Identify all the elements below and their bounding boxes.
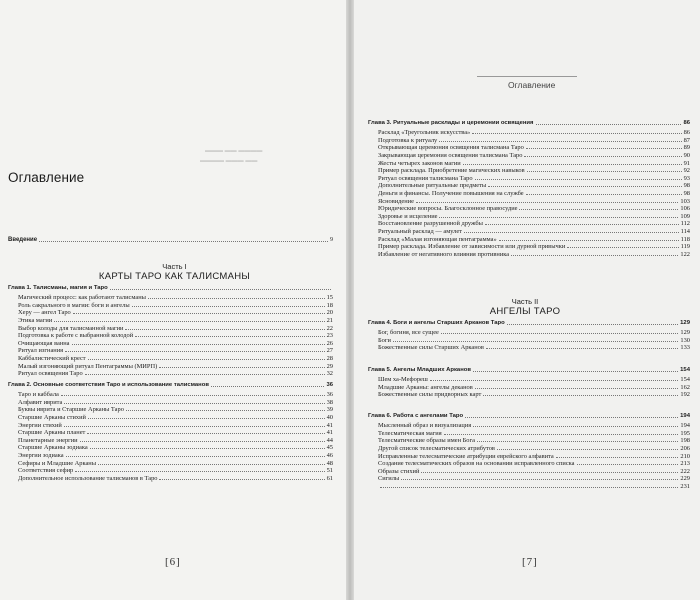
leader-dots [473, 371, 678, 372]
toc-entry[interactable] [368, 205, 690, 213]
toc-entry-page: 26 [326, 339, 333, 347]
toc-entry-title: Образы стихий [378, 467, 420, 475]
toc-entry[interactable] [368, 460, 690, 468]
toc-entry[interactable] [368, 344, 690, 352]
toc-entry-title: Деньги и финансы. Получение повышения на службе [378, 189, 524, 197]
leader-dots [64, 403, 324, 404]
toc-chapter-entry[interactable] [368, 119, 690, 127]
leader-dots [39, 241, 328, 242]
toc-entry[interactable] [8, 309, 333, 317]
toc-entry-title: Выбор колоды для талисманной магии [18, 324, 124, 332]
leader-dots [475, 388, 679, 389]
toc-entry-title: Бог, богиня, все сущее [378, 329, 439, 337]
toc-entry-title: Дополнительное использование талисманов в Таро [18, 474, 158, 482]
toc-entry[interactable] [8, 301, 333, 309]
toc-entry-page: 86 [683, 119, 690, 126]
leader-dots [465, 417, 678, 418]
leader-dots [444, 434, 679, 435]
toc-entry-title: Пример расклада. Приобретение магических навыков [378, 167, 525, 175]
running-head: Оглавление [508, 80, 556, 90]
toc-entry-title: Восстановление разрушенной дружбы [378, 220, 483, 228]
leader-dots [556, 457, 679, 458]
toc-entry-page: 36 [326, 381, 333, 388]
toc-chapter-entry[interactable] [8, 381, 333, 389]
toc-entry-title: Энергии зодиака [18, 451, 64, 459]
toc-entry-page: 41 [326, 429, 333, 437]
toc-entry-page: 93 [683, 174, 690, 182]
toc-entry-page: 46 [326, 451, 333, 459]
leader-dots [88, 359, 325, 360]
toc-chapter-entry[interactable] [8, 284, 333, 292]
toc-entry-title: Ритуал изгнания [18, 347, 64, 355]
toc-entry[interactable] [368, 182, 690, 190]
leader-dots [507, 324, 678, 325]
toc-entry-title: Ритуальный расклад — амулет [378, 227, 462, 235]
leader-dots [464, 232, 679, 233]
toc-chapter-entry[interactable] [368, 412, 690, 420]
toc-entry-page: 18 [326, 301, 333, 309]
toc-entry-page: 222 [680, 467, 690, 475]
toc-entry-page: 41 [326, 421, 333, 429]
toc-entry-page: 15 [326, 294, 333, 302]
part-title: КАРТЫ ТАРО КАК ТАЛИСМАНЫ [98, 271, 251, 282]
toc-entry[interactable] [368, 329, 690, 337]
toc-entry-title: Подготовка к ритуалу [378, 136, 438, 144]
page-number: [6] [165, 556, 181, 568]
toc-entry[interactable] [8, 347, 333, 355]
toc-entry-page: 106 [680, 205, 690, 213]
leader-dots [472, 133, 681, 134]
toc-entry[interactable] [8, 474, 333, 482]
toc-entry-page: 48 [326, 459, 333, 467]
toc-entry-page: 86 [683, 129, 690, 137]
leader-dots [132, 306, 325, 307]
toc-entry[interactable] [368, 482, 690, 490]
toc-entry-title: Старшие Арканы планет [18, 429, 86, 437]
toc-entry-title: Глава 5. Ангелы Младших Арканов [368, 366, 471, 373]
toc-entry-page: 103 [680, 197, 690, 205]
toc-chapter [8, 284, 333, 377]
toc-entry-title: Юридические вопросы. Благосклонное правосудие [378, 205, 518, 213]
toc-entry-page: 154 [680, 366, 690, 373]
leader-dots [441, 333, 679, 334]
toc-entry-page: 21 [326, 316, 333, 324]
toc-entry-page: 38 [326, 398, 333, 406]
leader-dots [88, 418, 325, 419]
toc-entry[interactable] [8, 413, 333, 421]
leader-dots [524, 156, 681, 157]
toc-entry[interactable] [368, 475, 690, 483]
toc-entry[interactable] [8, 451, 333, 459]
toc-entry[interactable] [368, 429, 690, 437]
toc-entry[interactable] [8, 339, 333, 347]
toc-entry[interactable] [8, 444, 333, 452]
leader-dots [473, 426, 678, 427]
toc-entry-page: 195 [680, 429, 690, 437]
toc-chapter-items [368, 376, 690, 399]
toc-entry[interactable] [8, 332, 333, 340]
bleed-through-text: ▬▬▬ ▬▬ ▬▬▬▬ [205, 148, 263, 154]
toc-entry-title: Роль сакрального в магии: боги и ангелы [18, 301, 130, 309]
toc-entry[interactable] [368, 220, 690, 228]
leader-dots [80, 441, 325, 442]
toc-entry-page: 45 [326, 444, 333, 452]
toc-entry-page: 213 [680, 460, 690, 468]
toc-entry-title: Энергии стихий [18, 421, 62, 429]
toc-entry[interactable] [368, 452, 690, 460]
leader-dots [577, 464, 679, 465]
toc-entry[interactable] [368, 136, 690, 144]
leader-dots [519, 209, 678, 210]
toc-entry[interactable] [8, 467, 333, 475]
toc-entry-title: Избавление от негативного влияния противника [378, 250, 510, 258]
leader-dots [380, 487, 678, 488]
leader-dots [497, 449, 678, 450]
toc-entry[interactable] [368, 227, 690, 235]
toc-entry[interactable] [8, 362, 333, 370]
toc-entry-page: 133 [680, 344, 690, 352]
toc-entry-title: Ясновидение [378, 197, 414, 205]
toc-entry-title: Расклад «Треугольник искусства» [378, 129, 471, 137]
leader-dots [159, 479, 324, 480]
toc-entry[interactable] [368, 437, 690, 445]
toc-entry-page: 89 [683, 144, 690, 152]
toc-entry-title: Сигилы [378, 475, 400, 483]
part-number: Часть II [511, 297, 539, 306]
page-title: Оглавление [8, 170, 85, 185]
leader-dots [125, 329, 324, 330]
toc-entry-title: Глава 1. Талисманы, магия и Таро [8, 284, 108, 291]
leader-dots [439, 141, 681, 142]
toc-entry-title: Открывающая церемония освящения талисмана Таро [378, 144, 524, 152]
toc-entry-title: Соответствия сефир [18, 467, 74, 475]
page-number: [7] [522, 556, 538, 568]
toc-entry-page: 122 [680, 250, 690, 258]
toc-entry-title: Таро и каббала [18, 391, 59, 399]
toc-entry-page: 118 [680, 235, 690, 243]
leader-dots [211, 386, 324, 387]
right-page [350, 0, 700, 600]
toc-entry-page: 23 [326, 332, 333, 340]
toc-entry-page: 39 [326, 406, 333, 414]
toc-entry[interactable] [8, 316, 333, 324]
leader-dots [475, 179, 682, 180]
toc-entry-title: Буквы иврита и Старшие Арканы Таро [18, 406, 124, 414]
toc-entry-title: Божественные силы придворных карт [378, 391, 482, 399]
toc-entry[interactable] [8, 398, 333, 406]
toc-entry-page: 130 [680, 336, 690, 344]
leader-dots [90, 448, 325, 449]
toc-entry[interactable] [8, 436, 333, 444]
toc-entry[interactable] [368, 144, 690, 152]
toc-entry[interactable] [368, 174, 690, 182]
toc-entry-page: 36 [326, 391, 333, 399]
toc-entry-title: Ритуал освящения талисмана Таро [378, 174, 473, 182]
bleed-through-text: ▬▬▬▬ ▬▬▬ ▬▬ [200, 158, 258, 164]
leader-dots [488, 186, 681, 187]
toc-chapter-items [368, 329, 690, 352]
toc-entry-page: 90 [683, 151, 690, 159]
leader-dots [401, 479, 678, 480]
toc-entry-page: 87 [683, 136, 690, 144]
toc-entry-title: Ритуал освящения Таро [18, 370, 83, 378]
toc-entry[interactable] [368, 444, 690, 452]
leader-dots [61, 395, 325, 396]
toc-entry-page: 40 [326, 413, 333, 421]
toc-entry-title: Шем ха-Мефореш [378, 376, 428, 384]
part-number: Часть I [162, 262, 187, 271]
toc-entry-title: Создание телесматических образов на основании исправленного списка [378, 460, 575, 468]
toc-entry-page: 51 [326, 467, 333, 475]
leader-dots [66, 456, 325, 457]
toc-chapter [368, 366, 690, 398]
toc-entry-page: 28 [326, 354, 333, 362]
toc-entry[interactable] [368, 422, 690, 430]
toc-entry-page: 231 [680, 482, 690, 490]
leader-dots [511, 255, 678, 256]
toc-chapter-items [8, 391, 333, 482]
toc-entry-page: 91 [683, 159, 690, 167]
leader-dots [499, 240, 679, 241]
toc-entry-title: Телесматическая магия [378, 429, 442, 437]
toc-entry-page: 32 [326, 370, 333, 378]
toc-chapter-items [8, 294, 333, 378]
leader-dots [73, 313, 325, 314]
toc-chapter-entry[interactable] [368, 319, 690, 327]
leader-dots [87, 433, 324, 434]
toc-intro [8, 236, 333, 244]
toc-entry-page: 9 [330, 236, 333, 243]
toc-entry-title: Каббалистический крест [18, 354, 86, 362]
toc-entry-title: Магический процесс: как работают талисманы [18, 294, 146, 302]
toc-entry[interactable] [368, 250, 690, 258]
toc-entry-page: 162 [680, 383, 690, 391]
toc-entry-title: Сефиры и Младшие Арканы [18, 459, 97, 467]
toc-entry[interactable] [8, 459, 333, 467]
toc-entry-page: 198 [680, 437, 690, 445]
toc-entry-page: 129 [680, 319, 690, 326]
toc-entry-title: Расклад «Малая изгоняющая пентаграмма» [378, 235, 497, 243]
toc-entry[interactable] [8, 354, 333, 362]
toc-entry-title: Мысленный образ и визуализация [378, 422, 472, 430]
toc-entry[interactable] [368, 376, 690, 384]
toc-entry-page: 194 [680, 422, 690, 430]
leader-dots [567, 247, 678, 248]
toc-entry-page: 20 [326, 309, 333, 317]
leader-dots [527, 171, 682, 172]
leader-dots [135, 336, 324, 337]
toc-entry-title: Очищающая ванна [18, 339, 70, 347]
toc-entry-page: 29 [326, 362, 333, 370]
leader-dots [430, 380, 679, 381]
toc-chapter [368, 319, 690, 351]
toc-entry[interactable] [368, 159, 690, 167]
toc-entry[interactable] [368, 151, 690, 159]
toc-entry-title: Жесты четырех законов магии [378, 159, 461, 167]
toc-entry-page: 194 [680, 412, 690, 419]
toc-entry[interactable] [8, 236, 333, 244]
leader-dots [416, 202, 678, 203]
toc-entry[interactable] [368, 167, 690, 175]
leader-dots [65, 351, 325, 352]
toc-entry-title: Божественные силы Старших Арканов [378, 344, 484, 352]
toc-entry-page: 192 [680, 391, 690, 399]
leader-dots [463, 164, 682, 165]
toc-entry[interactable] [8, 294, 333, 302]
leader-dots [393, 341, 679, 342]
toc-entry[interactable] [368, 197, 690, 205]
part-title: АНГЕЛЫ ТАРО [489, 306, 561, 317]
toc-entry-page: 98 [683, 189, 690, 197]
toc-entry-page: 154 [680, 376, 690, 384]
toc-chapter-items [368, 422, 690, 490]
leader-dots [439, 217, 678, 218]
toc-entry-page: 229 [680, 475, 690, 483]
leader-dots [64, 426, 325, 427]
running-head-rule [477, 76, 577, 77]
toc-entry-title: Глава 3. Ритуальные расклады и церемонии освящения [368, 119, 534, 126]
toc-entry[interactable] [8, 421, 333, 429]
toc-entry[interactable] [8, 370, 333, 378]
toc-entry-title: Другой список телесматических атрибутов [378, 444, 495, 452]
toc-entry-title: Алфавит иврита [18, 398, 63, 406]
toc-entry-title: Старшие Арканы стихий [18, 413, 86, 421]
leader-dots [110, 289, 331, 290]
toc-chapter-entry[interactable] [368, 366, 690, 374]
toc-entry-title: Глава 2. Основные соответствия Таро и использование талисманов [8, 381, 209, 388]
toc-entry[interactable] [8, 391, 333, 399]
toc-entry-page: 109 [680, 212, 690, 220]
toc-entry-page: 92 [683, 167, 690, 175]
toc-entry-page: 119 [680, 243, 690, 251]
toc-entry-page: 22 [326, 324, 333, 332]
toc-entry-title: Малый изгоняющий ритуал Пентаграммы (МИРП) [18, 362, 158, 370]
leader-dots [75, 471, 324, 472]
toc-entry-title: Этика магии [18, 316, 53, 324]
toc-entry[interactable] [368, 189, 690, 197]
toc-entry-title: Пример расклада. Избавление от зависимости или дурной привычки [378, 243, 566, 251]
toc-entry-title: Херу — ангел Таро [18, 309, 71, 317]
toc-entry-title: Глава 6. Работа с ангелами Таро [368, 412, 464, 419]
leader-dots [98, 464, 325, 465]
toc-entry[interactable] [368, 212, 690, 220]
toc-entry-title: Глава 4. Боги и ангелы Старших Арканов Таро [368, 319, 505, 326]
toc-entry-title: Введение [8, 236, 38, 243]
toc-entry[interactable] [8, 324, 333, 332]
toc-entry-title: Младшие Арканы: ангелы деканов [378, 383, 473, 391]
left-page [0, 0, 349, 600]
toc-entry-page: 61 [326, 474, 333, 482]
leader-dots [54, 321, 324, 322]
leader-dots [477, 441, 678, 442]
leader-dots [421, 472, 678, 473]
leader-dots [72, 344, 325, 345]
toc-entry[interactable] [368, 336, 690, 344]
toc-entry[interactable] [8, 406, 333, 414]
toc-chapter [368, 412, 690, 490]
toc-entry-page: 114 [680, 227, 690, 235]
toc-entry-title: Старшие Арканы зодиака [18, 444, 88, 452]
toc-entry-title: Боги [378, 336, 391, 344]
book-gutter [346, 0, 354, 600]
leader-dots [85, 374, 325, 375]
toc-entry[interactable] [368, 383, 690, 391]
toc-entry-page: 206 [680, 444, 690, 452]
toc-entry-title: Исправленные телесматические атрибуции еврейского алфавита [378, 452, 554, 460]
toc-entry-page: 98 [683, 182, 690, 190]
leader-dots [483, 395, 678, 396]
toc-entry[interactable] [368, 235, 690, 243]
toc-chapter [8, 381, 333, 482]
toc-entry-title: Подготовка к работе с выбранной колодой [18, 332, 134, 340]
leader-dots [148, 298, 325, 299]
toc-entry-title: Закрывающая церемония освящения талисмана Таро [378, 151, 523, 159]
leader-dots [536, 124, 682, 125]
leader-dots [486, 348, 679, 349]
toc-entry-title: Здоровье и исцеление [378, 212, 438, 220]
leader-dots [126, 410, 325, 411]
toc-chapter-items [368, 129, 690, 258]
toc-entry-page: 210 [680, 452, 690, 460]
toc-entry-page: 27 [326, 347, 333, 355]
toc-entry[interactable] [368, 243, 690, 251]
toc-entry[interactable] [368, 467, 690, 475]
toc-entry-title: Телесматические образы имен Бога [378, 437, 475, 445]
toc-entry[interactable] [368, 129, 690, 137]
toc-entry-page: 112 [680, 220, 690, 228]
toc-entry-title: Дополнительные ритуальные предметы [378, 182, 487, 190]
toc-entry-page: 44 [326, 436, 333, 444]
toc-entry[interactable] [368, 391, 690, 399]
toc-entry-title: Планетарные энергии [18, 436, 78, 444]
leader-dots [526, 194, 682, 195]
leader-dots [159, 367, 324, 368]
toc-entry[interactable] [8, 429, 333, 437]
leader-dots [526, 148, 682, 149]
toc-chapter [368, 119, 690, 258]
leader-dots [485, 224, 679, 225]
toc-entry-page: 129 [680, 329, 690, 337]
